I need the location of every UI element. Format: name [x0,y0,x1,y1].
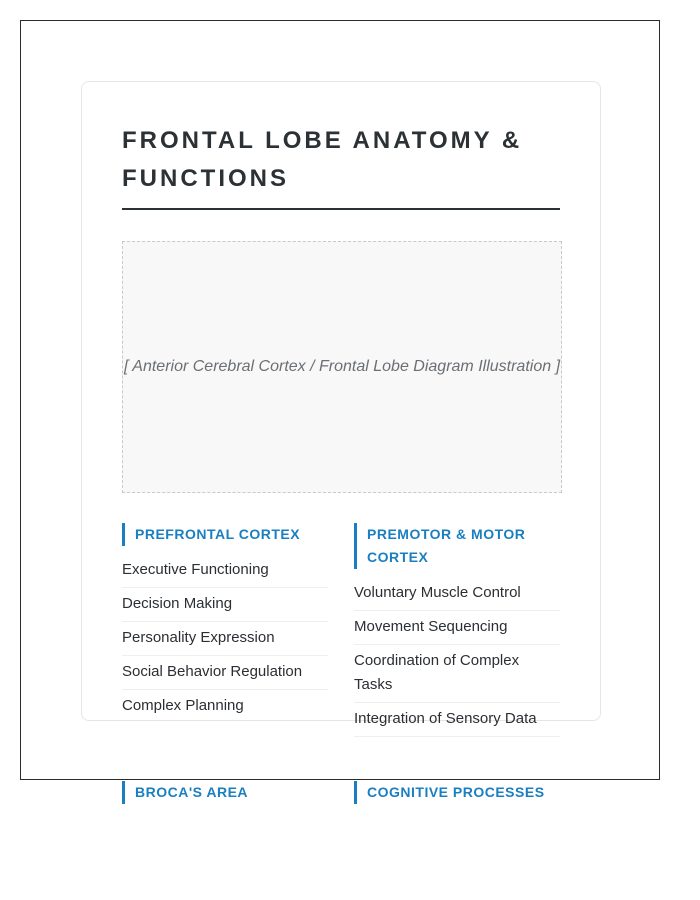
list-item: Executive Functioning [122,554,328,588]
section-brocas-area [122,781,328,812]
list-item: Complex Planning [122,697,244,714]
list-item: Voluntary Muscle Control [354,577,560,611]
section-heading: BROCA'S AREA [122,781,328,804]
list-item: Social Behavior Regulation [122,656,328,690]
function-list [122,554,328,723]
list-item: Coordination of Complex Tasks [354,645,560,703]
section-heading: PREFRONTAL CORTEX [122,523,328,546]
list-item: Integration of Sensory Data [354,703,560,737]
section-premotor-motor-cortex [354,523,560,737]
list-item: Personality Expression [122,622,328,656]
list-item: Movement Sequencing [354,611,560,645]
diagram-caption: [ Anterior Cerebral Cortex / Frontal Lobe Diagram Illustration ] [123,358,561,375]
section-cognitive-processes [354,781,560,812]
section-heading: PREMOTOR & MOTOR CORTEX [354,523,560,569]
title-divider [122,208,560,210]
section-heading: COGNITIVE PROCESSES [354,781,560,804]
function-list [354,577,560,737]
list-item: Decision Making [122,588,328,622]
section-prefrontal-cortex [122,523,328,723]
page-title: FRONTAL LOBE ANATOMY & FUNCTIONS [122,127,523,192]
diagram-placeholder [122,241,562,493]
